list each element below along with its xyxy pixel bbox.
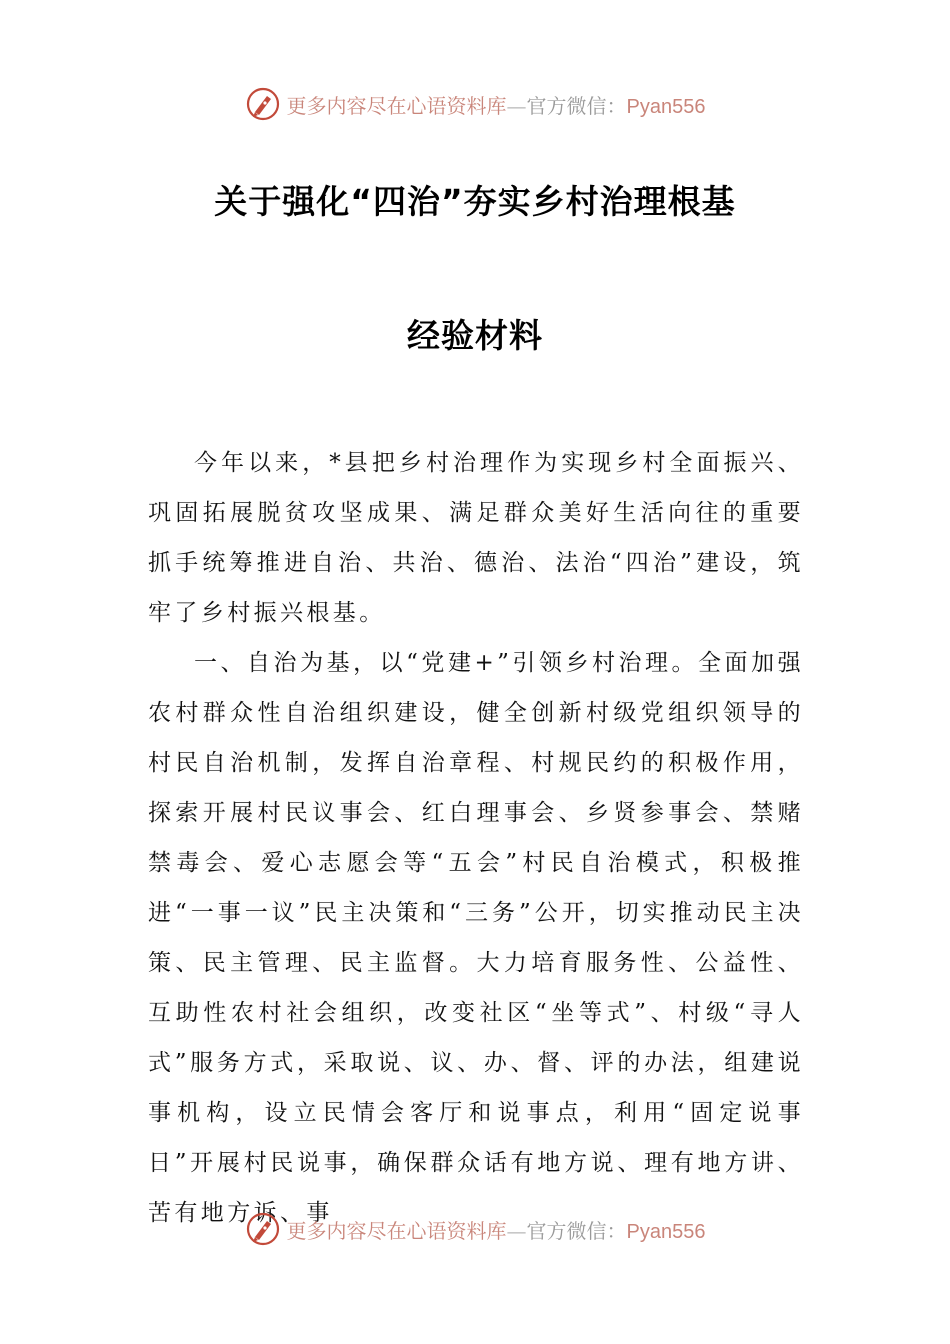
banner-text [287,90,706,119]
banner-brand: 更多内容尽在心语资料库 [286,1218,507,1243]
banner-handle: Pyan556 [626,95,706,118]
banner-wechat-label: 官方微信： [526,93,627,118]
document-title-line-2: 经验材料 [407,316,543,355]
pen-nib-circle-icon [245,1211,281,1247]
document-title-line-1: 关于强化“四治”夯实乡村治理根基 [214,182,736,221]
banner-handle: Pyan556 [626,1220,706,1243]
pen-nib-circle-icon [245,86,281,122]
banner-text [287,1215,706,1244]
document-body [148,438,804,1238]
paragraph-intro: 今年以来，*县把乡村治理作为实现乡村全面振兴、巩固拓展脱贫攻坚成果、满足群众美好生活向往的重要抓手统筹推进自治、共治、德治、法治“四治”建设，筑牢了乡村振兴根基。 [148,450,804,626]
banner-separator: — [506,93,527,118]
banner-brand: 更多内容尽在心语资料库 [286,93,507,118]
footer-watermark-banner [0,1207,950,1251]
banner-content [245,1211,706,1247]
banner-content [245,86,706,122]
header-watermark-banner [0,82,950,126]
banner-separator: — [506,1218,527,1243]
banner-wechat-label: 官方微信： [526,1218,627,1243]
paragraph-section-1: 一、自治为基，以“党建+”引领乡村治理。全面加强农村群众性自治组织建设，健全创新村级党组织领导的村民自治机制，发挥自治章程、村规民约的积极作用，探索开展村民议事会、红白理事会、乡贤参事会、禁赌禁毒会、爱心志愿会等“五会”村民自治模式，积极推进“一事一议”民主决策和“三务”公开，切实推动民主决策、民主管理、民主监督。大力培育服务性、公益性、互助性农村社会组织，改变社区“坐等式”、村级“寻人式”服务方式，采取说、议、办、督、评的办法，组建说事机构，设立民情会客厅和说事点，利用“固定说事日”开展村民说事，确保群众话有地方说、理有地方讲、苦有地方诉、事 [148,650,804,1226]
